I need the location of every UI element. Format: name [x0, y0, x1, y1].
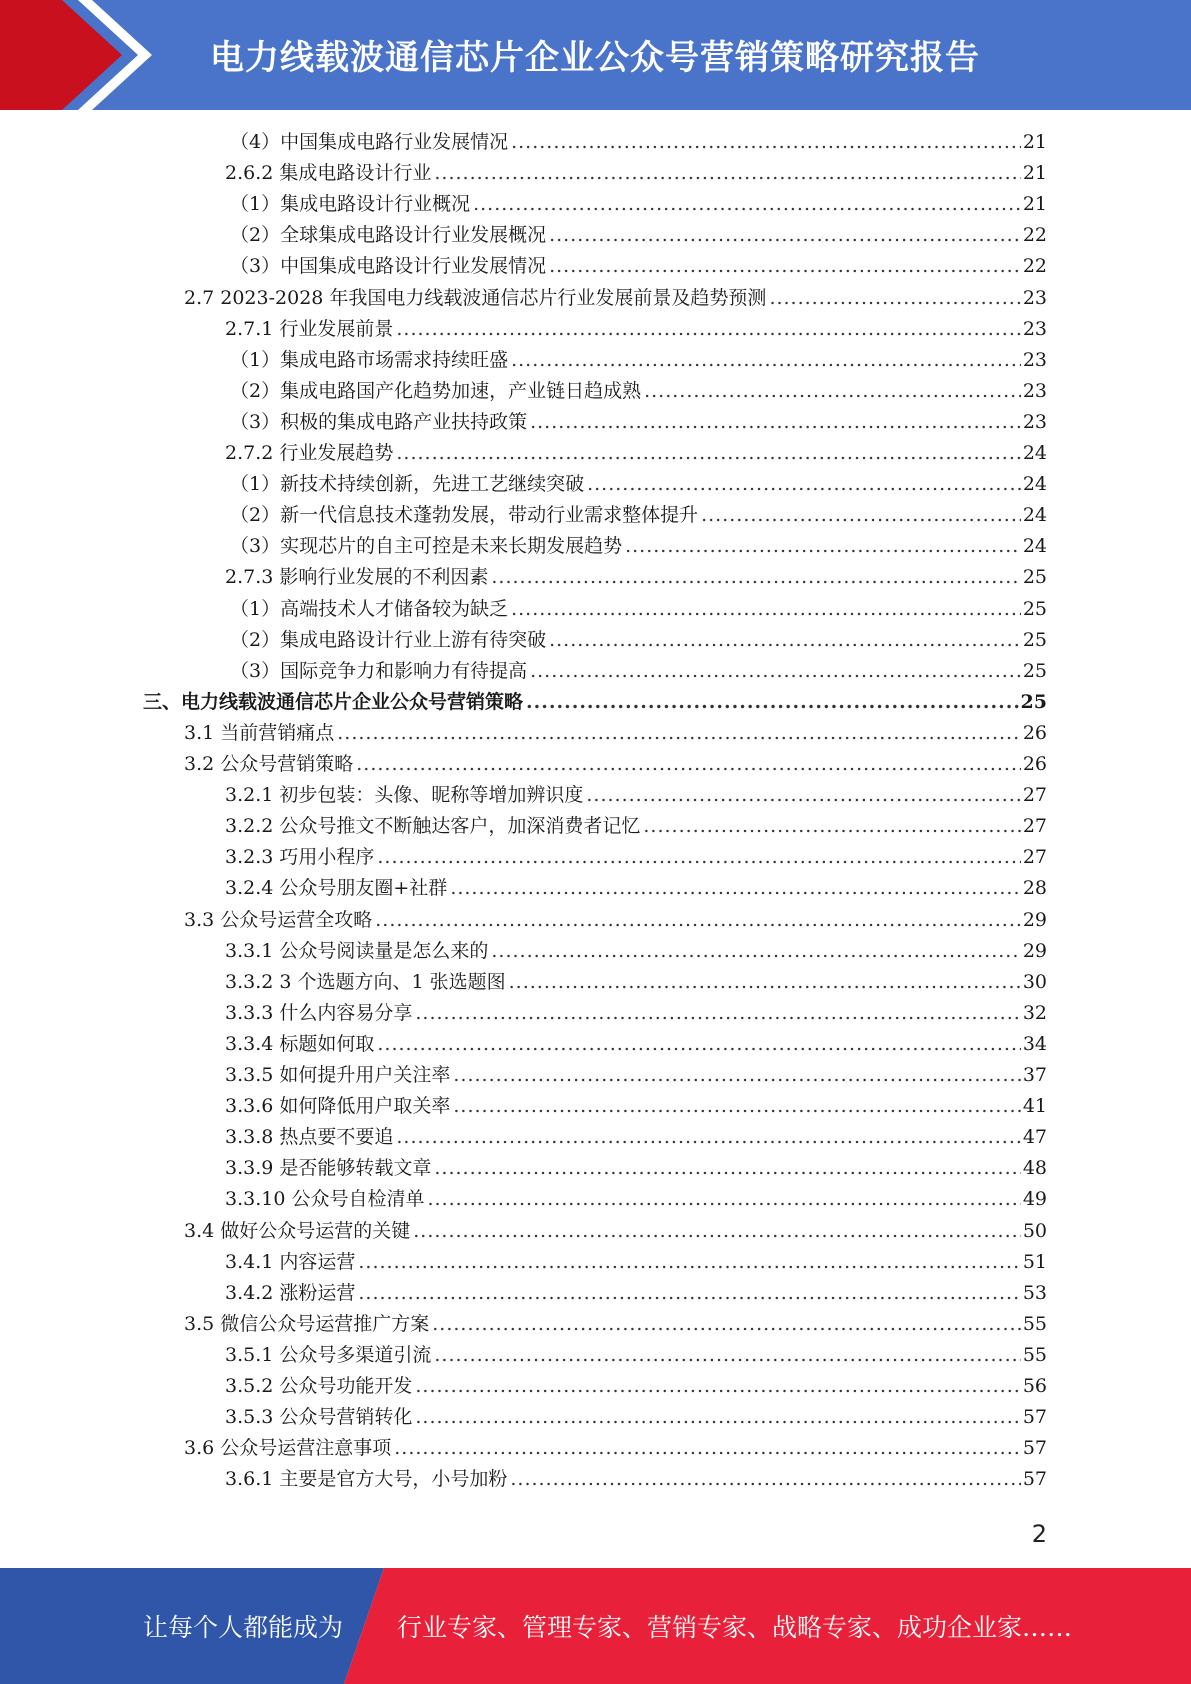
toc-entry[interactable]	[143, 687, 1047, 718]
toc-entry[interactable]	[225, 1091, 1047, 1122]
toc-entry[interactable]	[230, 469, 1047, 500]
toc-entry-title: 3.3.8 热点要不要追	[225, 1126, 394, 1149]
toc-entry-page: 53	[1022, 1281, 1047, 1304]
toc-entry[interactable]	[225, 998, 1047, 1029]
toc-leader-dots	[377, 842, 1020, 873]
toc-entry-title: 3.3.6 如何降低用户取关率	[225, 1095, 451, 1118]
toc-leader-dots	[586, 780, 1020, 811]
toc-entry-page: 21	[1022, 193, 1047, 216]
toc-leader-dots	[510, 1464, 1020, 1495]
toc-entry-title: 3.5 微信公众号运营推广方案	[184, 1312, 430, 1335]
toc-entry-page: 22	[1022, 255, 1047, 278]
toc-entry-page: 23	[1022, 348, 1047, 371]
page-footer	[0, 1568, 1191, 1684]
toc-entry[interactable]	[230, 531, 1047, 562]
toc-entry-page: 23	[1022, 410, 1047, 433]
toc-leader-dots	[511, 345, 1021, 376]
toc-entry-page: 30	[1022, 970, 1047, 993]
toc-leader-dots	[453, 1091, 1020, 1122]
toc-entry[interactable]	[184, 283, 1047, 314]
toc-entry[interactable]	[230, 625, 1047, 656]
toc-entry[interactable]	[184, 749, 1047, 780]
toc-entry[interactable]	[230, 189, 1047, 220]
toc-entry-page: 48	[1022, 1157, 1047, 1180]
toc-entry[interactable]	[184, 905, 1047, 936]
toc-entry-title: （2）全球集成电路设计行业发展概况	[230, 224, 547, 247]
toc-entry-page: 26	[1022, 721, 1047, 744]
report-title: 电力线载波通信芯片企业公众号营销策略研究报告	[210, 38, 980, 78]
toc-leader-dots	[396, 314, 1020, 345]
toc-entry-page: 23	[1022, 286, 1047, 309]
toc-entry-page: 24	[1022, 473, 1047, 496]
toc-entry-page: 51	[1022, 1250, 1047, 1273]
toc-entry-title: （3）国际竞争力和影响力有待提高	[230, 659, 528, 682]
toc-entry[interactable]	[230, 376, 1047, 407]
toc-leader-dots	[453, 1060, 1020, 1091]
toc-leader-dots	[396, 1122, 1020, 1153]
toc-entry-page: 32	[1022, 1001, 1047, 1024]
toc-entry[interactable]	[225, 314, 1047, 345]
toc-entry[interactable]	[184, 1216, 1047, 1247]
toc-entry-title: 3.2 公众号营销策略	[184, 753, 354, 775]
toc-entry-page: 50	[1022, 1219, 1047, 1242]
toc-entry-title: 2.7 2023-2028 年我国电力线载波通信芯片行业发展前景及趋势预测	[184, 286, 767, 309]
toc-entry-page: 28	[1022, 877, 1047, 900]
toc-entry-page: 57	[1022, 1437, 1047, 1460]
toc-entry-page: 24	[1022, 535, 1047, 558]
toc-entry[interactable]	[225, 438, 1047, 469]
toc-leader-dots	[530, 407, 1021, 438]
toc-entry-title: 3.1 当前营销痛点	[184, 721, 335, 744]
toc-leader-dots	[511, 594, 1021, 625]
toc-leader-dots	[530, 656, 1021, 687]
toc-entry[interactable]	[225, 158, 1047, 189]
toc-leader-dots	[377, 1029, 1020, 1060]
toc-leader-dots	[434, 1340, 1020, 1371]
toc-entry[interactable]	[225, 842, 1047, 873]
toc-leader-dots	[644, 376, 1021, 407]
toc-entry-page: 34	[1022, 1032, 1047, 1055]
toc-entry-title: （1）集成电路市场需求持续旺盛	[230, 348, 509, 371]
page-number: 2	[1031, 1520, 1047, 1548]
toc-entry[interactable]	[230, 500, 1047, 531]
toc-entry-page: 23	[1022, 379, 1047, 402]
toc-entry-title: 3.2.2 公众号推文不断触达客户，加深消费者记忆	[225, 815, 641, 838]
toc-entry[interactable]	[230, 594, 1047, 625]
toc-entry[interactable]	[225, 873, 1047, 904]
toc-entry-title: （2）集成电路设计行业上游有待突破	[230, 628, 547, 651]
toc-entry-title: （3）中国集成电路设计行业发展情况	[230, 255, 547, 278]
toc-entry-title: 2.7.2 行业发展趋势	[225, 442, 394, 464]
footer-slogan-left: 让每个人都能成为	[143, 1613, 344, 1642]
toc-leader-dots	[375, 905, 1021, 936]
page-header	[0, 0, 1191, 110]
toc-entry-page: 23	[1022, 317, 1047, 340]
toc-entry[interactable]	[225, 1340, 1047, 1371]
toc-entry-page: 41	[1022, 1095, 1047, 1118]
toc-entry-title: 3.5.3 公众号营销转化	[225, 1406, 413, 1429]
toc-entry-title: 3.3.10 公众号自检清单	[225, 1188, 425, 1211]
toc-leader-dots	[337, 718, 1021, 749]
toc-entry-page: 25	[1022, 566, 1047, 589]
footer-slogan-right: 行业专家、管理专家、营销专家、战略专家、成功企业家……	[397, 1613, 1073, 1642]
toc-entry[interactable]	[225, 1122, 1047, 1153]
toc-leader-dots	[587, 469, 1021, 500]
toc-entry-page: 37	[1022, 1064, 1047, 1086]
toc-entry-title: 3.3.1 公众号阅读量是怎么来的	[225, 939, 489, 962]
toc-entry[interactable]	[230, 251, 1047, 282]
toc-entry-page: 55	[1022, 1343, 1047, 1366]
toc-leader-dots	[434, 158, 1020, 189]
toc-entry-title: 3.2.1 初步包装：头像、昵称等增加辨识度	[225, 784, 584, 807]
toc-entry-page: 27	[1022, 815, 1047, 838]
toc-entry-page: 25	[1022, 597, 1047, 620]
toc-entry[interactable]	[225, 1247, 1047, 1278]
toc-entry-title: （1）集成电路设计行业概况	[230, 193, 471, 216]
toc-leader-dots	[356, 749, 1021, 780]
toc-leader-dots	[643, 811, 1020, 842]
toc-leader-dots	[769, 283, 1020, 314]
toc-entry[interactable]	[225, 811, 1047, 842]
toc-leader-dots	[701, 500, 1021, 531]
toc-entry-page: 57	[1022, 1406, 1047, 1429]
toc-entry[interactable]	[230, 220, 1047, 251]
toc-entry-page: 27	[1022, 846, 1047, 869]
toc-leader-dots	[549, 625, 1021, 656]
toc-entry[interactable]	[225, 967, 1047, 998]
toc-entry-page: 24	[1022, 504, 1047, 527]
toc-entry-page: 29	[1022, 908, 1047, 931]
toc-entry[interactable]	[230, 127, 1047, 158]
toc-entry-title: 3.5.1 公众号多渠道引流	[225, 1343, 432, 1366]
toc-entry-title: 3.3.4 标题如何取	[225, 1032, 375, 1055]
toc-leader-dots	[415, 1371, 1020, 1402]
toc-entry-page: 29	[1022, 939, 1047, 962]
toc-entry-title: 3.2.3 巧用小程序	[225, 846, 375, 869]
toc-leader-dots	[491, 936, 1020, 967]
toc-entry[interactable]	[225, 936, 1047, 967]
toc-entry-title: 3.3.3 什么内容易分享	[225, 1001, 413, 1024]
toc-entry[interactable]	[225, 1371, 1047, 1402]
toc-entry[interactable]	[225, 1184, 1047, 1215]
toc-entry-page: 25	[1022, 628, 1047, 651]
toc-entry-title: 3.3.5 如何提升用户关注率	[225, 1064, 451, 1086]
toc-entry-page: 49	[1022, 1188, 1047, 1211]
toc-entry[interactable]	[225, 562, 1047, 593]
toc-entry[interactable]	[225, 1278, 1047, 1309]
toc-entry-title: 3.4.1 内容运营	[225, 1250, 356, 1273]
toc-leader-dots	[358, 1278, 1020, 1309]
toc-leader-dots	[625, 531, 1021, 562]
toc-leader-dots	[432, 1309, 1021, 1340]
toc-leader-dots	[394, 1433, 1021, 1464]
toc-entry-page: 25	[1020, 690, 1047, 713]
toc-entry-page: 24	[1022, 442, 1047, 464]
toc-entry-title: 3.6.1 主要是官方大号，小号加粉	[225, 1468, 508, 1491]
toc-leader-dots	[396, 438, 1020, 469]
toc-entry[interactable]	[225, 780, 1047, 811]
toc-entry-page: 57	[1022, 1468, 1047, 1491]
toc-leader-dots	[427, 1184, 1020, 1215]
toc-entry[interactable]	[225, 1029, 1047, 1060]
toc-entry-title: 2.7.3 影响行业发展的不利因素	[225, 566, 489, 589]
toc-entry[interactable]	[184, 1433, 1047, 1464]
toc-entry[interactable]	[184, 1309, 1047, 1340]
toc-entry-page: 21	[1022, 162, 1047, 185]
toc-entry-page: 56	[1022, 1375, 1047, 1397]
toc-leader-dots	[434, 1153, 1020, 1184]
toc-entry-page: 55	[1022, 1312, 1047, 1335]
toc-entry[interactable]	[225, 1153, 1047, 1184]
toc-entry-title: （3）实现芯片的自主可控是未来长期发展趋势	[230, 535, 623, 558]
toc-leader-dots	[415, 1402, 1020, 1433]
toc-entry-title: （2）新一代信息技术蓬勃发展，带动行业需求整体提升	[230, 504, 699, 527]
toc-leader-dots	[491, 562, 1020, 593]
toc-entry-page: 21	[1022, 131, 1047, 153]
toc-leader-dots	[358, 1247, 1020, 1278]
toc-entry-title: 3.3.9 是否能够转载文章	[225, 1157, 432, 1180]
toc-entry[interactable]	[225, 1464, 1047, 1495]
toc-entry-title: 3.5.2 公众号功能开发	[225, 1375, 413, 1397]
toc-entry-title: 3.3 公众号运营全攻略	[184, 908, 373, 931]
toc-leader-dots	[473, 189, 1021, 220]
toc-entry-page: 26	[1022, 753, 1047, 775]
toc-entry-page: 25	[1022, 659, 1047, 682]
toc-entry-title: 3.6 公众号运营注意事项	[184, 1437, 392, 1460]
toc-entry-page: 47	[1022, 1126, 1047, 1149]
toc-entry[interactable]	[230, 345, 1047, 376]
toc-leader-dots	[549, 220, 1021, 251]
toc-entry-title: （4）中国集成电路行业发展情况	[230, 131, 509, 153]
toc-entry[interactable]	[184, 718, 1047, 749]
toc-leader-dots	[413, 1216, 1021, 1247]
toc-entry-title: 2.7.1 行业发展前景	[225, 317, 394, 340]
toc-leader-dots	[549, 251, 1021, 282]
toc-entry-title: 3.4.2 涨粉运营	[225, 1281, 356, 1304]
toc-leader-dots	[511, 127, 1021, 158]
toc-leader-dots	[415, 998, 1020, 1029]
toc-entry-title: （2）集成电路国产化趋势加速，产业链日趋成熟	[230, 379, 642, 402]
toc-leader-dots	[509, 967, 1021, 998]
toc-entry-title: 2.6.2 集成电路设计行业	[225, 162, 432, 185]
toc-entry-page: 22	[1022, 224, 1047, 247]
toc-entry-page: 27	[1022, 784, 1047, 807]
toc-entry[interactable]	[230, 656, 1047, 687]
toc-entry[interactable]	[225, 1060, 1047, 1091]
toc-entry-title: （1）高端技术人才储备较为缺乏	[230, 597, 509, 620]
toc-entry[interactable]	[225, 1402, 1047, 1433]
toc-leader-dots	[526, 687, 1019, 718]
toc-entry-title: （3）积极的集成电路产业扶持政策	[230, 410, 528, 433]
toc-entry-title: 3.2.4 公众号朋友圈+社群	[225, 877, 448, 900]
toc-entry-title: 三、电力线载波通信芯片企业公众号营销策略	[143, 690, 524, 713]
toc-leader-dots	[450, 873, 1021, 904]
toc-entry-title: 3.3.2 3 个选题方向、1 张选题图	[225, 970, 506, 993]
toc-entry-title: 3.4 做好公众号运营的关键	[184, 1219, 411, 1242]
toc-entry[interactable]	[230, 407, 1047, 438]
toc-entry-title: （1）新技术持续创新，先进工艺继续突破	[230, 473, 585, 496]
